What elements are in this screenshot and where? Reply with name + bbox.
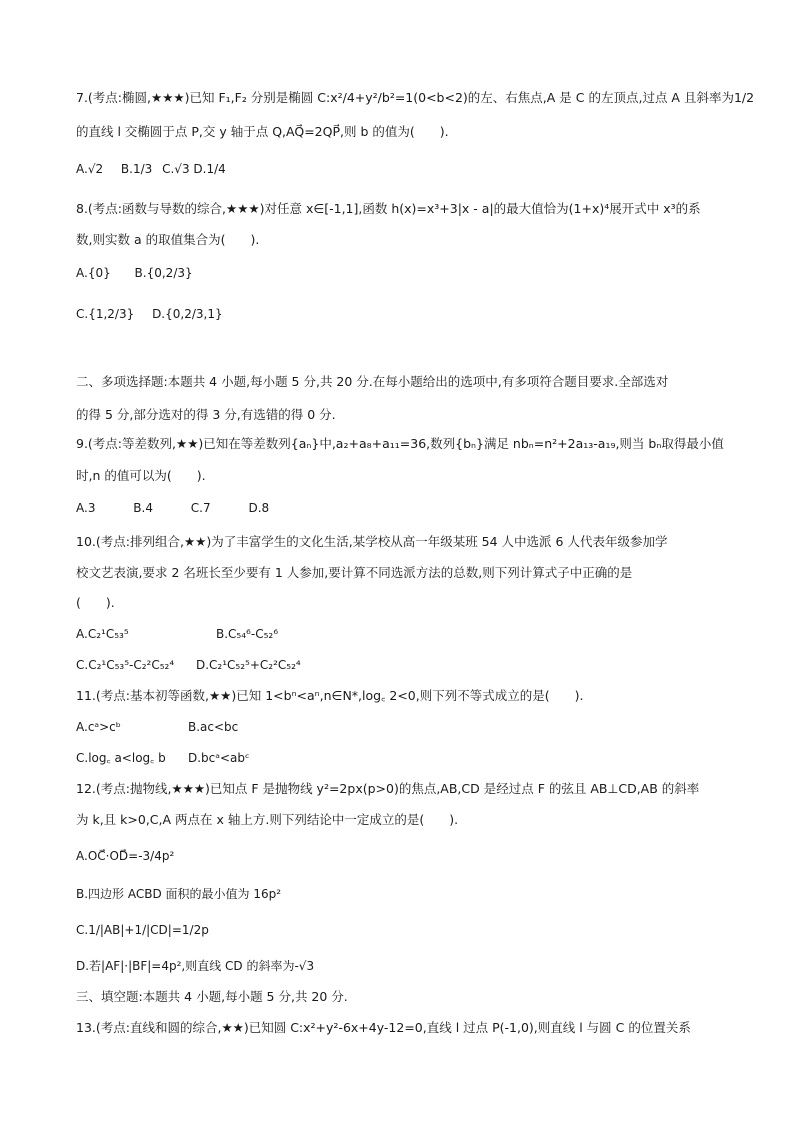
- q10-line2: 校文艺表演,要求 2 名班长至少要有 1 人参加,要计算不同选派方法的总数,则下列计算式子中正确的是: [76, 565, 633, 580]
- q10-option-b: B.C₅₄⁶-C₅₂⁶: [216, 627, 278, 641]
- q9-line1: 9.(考点:等差数列,★★)已知在等差数列{aₙ}中,a₂+a₈+a₁₁=36,数列{bₙ}满足 nbₙ=n²+2a₁₃-a₁₉,则当 bₙ取得最小值: [76, 436, 724, 451]
- q9-option-a: A.3: [76, 501, 96, 515]
- q8-option-d: D.{0,2/3,1}: [152, 307, 223, 321]
- q10-line1: 10.(考点:排列组合,★★)为了丰富学生的文化生活,某学校从高一年级某班 54 人中选派 6 人代表年级参加学: [76, 534, 668, 549]
- q10-options-row2: [76, 657, 301, 673]
- q12-option-c: C.1/|AB|+1/|CD|=1/2p: [76, 923, 209, 937]
- q8-line2: 数,则实数 a 的取值集合为( ).: [76, 232, 260, 247]
- q7-options: [76, 161, 226, 177]
- q10-option-d: D.C₂¹C₅₂⁵+C₂²C₅₂⁴: [195, 658, 301, 672]
- q11-line1: 11.(考点:基本初等函数,★★)已知 1<bⁿ<aⁿ,n∈N*,log꜀ 2<0,则下列不等式成立的是( ).: [76, 688, 584, 703]
- q11-options-row2: [76, 750, 250, 766]
- q10-option-a: A.C₂¹C₅₃⁵: [76, 627, 129, 641]
- q7-line1: 7.(考点:椭圆,★★★)已知 F₁,F₂ 分别是椭圆 C:x²/4+y²/b²=1(0<b<2)的左、右焦点,A 是 C 的左顶点,过点 A 且斜率为1/2: [76, 90, 755, 105]
- q10-option-c: C.C₂¹C₅₃⁵-C₂²C₅₂⁴: [76, 658, 175, 672]
- q12-line1: 12.(考点:抛物线,★★★)已知点 F 是抛物线 y²=2px(p>0)的焦点,AB,CD 是经过点 F 的弦且 AB⊥CD,AB 的斜率: [76, 781, 700, 796]
- section2-line1: 二、多项选择题:本题共 4 小题,每小题 5 分,共 20 分.在每小题给出的选项中,有多项符合题目要求.全部选对: [76, 374, 669, 389]
- q11-option-c: C.log꜀ a<log꜀ b: [76, 751, 166, 765]
- q7-line2: 的直线 l 交椭圆于点 P,交 y 轴于点 Q,AQ⃗=2QP⃗,则 b 的值为( ).: [76, 124, 449, 139]
- q12-option-b: B.四边形 ACBD 面积的最小值为 16p²: [76, 887, 282, 901]
- q10-options-row1: [76, 626, 278, 642]
- q7-option-b: B.1/3: [120, 162, 153, 176]
- section3-line1: 三、填空题:本题共 4 小题,每小题 5 分,共 20 分.: [76, 989, 348, 1004]
- q11-option-b: B.ac<bc: [188, 720, 239, 734]
- q9-line2: 时,n 的值可以为( ).: [76, 468, 206, 483]
- q11-options-row1: [76, 719, 239, 735]
- q7-option-a: A.√2: [76, 162, 104, 176]
- q8-options-row1: [76, 265, 193, 281]
- q12-line2: 为 k,且 k>0,C,A 两点在 x 轴上方.则下列结论中一定成立的是( ).: [76, 812, 459, 827]
- q9-option-d: D.8: [248, 501, 270, 515]
- q8-option-c: C.{1,2/3}: [76, 307, 135, 321]
- q12-option-d: D.若|AF|·|BF|=4p²,则直线 CD 的斜率为-√3: [76, 959, 315, 973]
- q11-option-a: A.cᵃ>cᵇ: [76, 720, 121, 734]
- q9-options: [76, 500, 269, 516]
- q9-option-b: B.4: [133, 501, 153, 515]
- q12-option-a: A.OC⃗·OD⃗=-3/4p²: [76, 849, 175, 863]
- q8-line1: 8.(考点:函数与导数的综合,★★★)对任意 x∈[-1,1],函数 h(x)=x³+3|x - a|的最大值恰为(1+x)⁴展开式中 x³的系: [76, 201, 701, 216]
- q8-options-row2: [76, 306, 223, 322]
- q8-option-a: A.{0}: [76, 266, 111, 280]
- q7-option-c: C.√3: [162, 162, 190, 176]
- q13-line1: 13.(考点:直线和圆的综合,★★)已知圆 C:x²+y²-6x+4y-12=0,直线 l 过点 P(-1,0),则直线 l 与圆 C 的位置关系: [76, 1020, 691, 1035]
- q11-option-d: D.bcᵃ<abᶜ: [188, 751, 250, 765]
- section2-line2: 的得 5 分,部分选对的得 3 分,有选错的得 0 分.: [76, 407, 336, 422]
- q9-option-c: C.7: [190, 501, 211, 515]
- q7-option-d: D.1/4: [193, 162, 226, 176]
- q8-option-b: B.{0,2/3}: [134, 266, 193, 280]
- q10-line3: ( ).: [76, 595, 115, 610]
